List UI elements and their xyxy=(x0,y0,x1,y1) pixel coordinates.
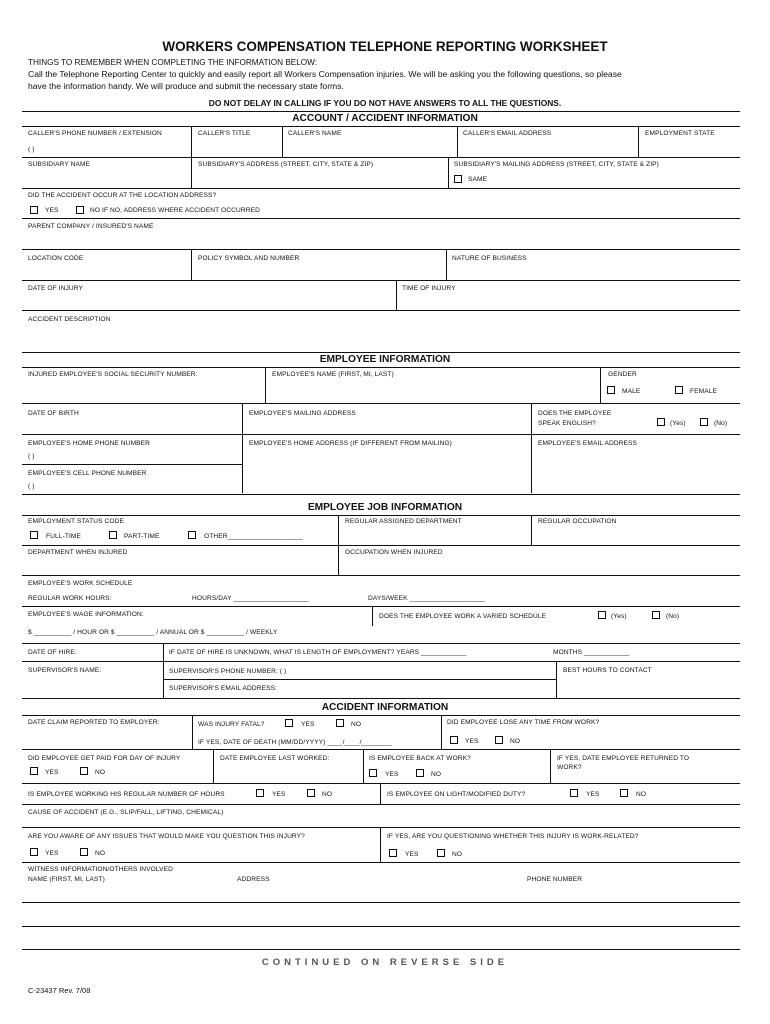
label-date-of-injury: DATE OF INJURY xyxy=(28,285,84,292)
checkbox-lose-time-no[interactable] xyxy=(495,736,503,744)
label-lose-time-yes: YES xyxy=(465,738,479,745)
label-supervisor-phone: SUPERVISOR'S PHONE NUMBER: ( ) xyxy=(169,668,287,675)
intro-heading: THINGS TO REMEMBER WHEN COMPLETING THE INFORMATION BELOW: xyxy=(28,58,318,67)
label-varied-no: (No) xyxy=(666,613,680,620)
checkbox-reg-hours-no[interactable] xyxy=(307,789,315,797)
label-home-address: EMPLOYEE'S HOME ADDRESS (IF DIFFERENT FROM MAILING) xyxy=(249,440,452,447)
label-dob: DATE OF BIRTH xyxy=(28,410,79,417)
checkbox-english-yes[interactable] xyxy=(657,418,665,426)
label-supervisor-email: SUPERVISOR'S EMAIL ADDRESS: xyxy=(169,685,278,692)
label-english-yes: (Yes) xyxy=(670,420,686,427)
checkbox-paid-yes[interactable] xyxy=(30,767,38,775)
section-title-employee: EMPLOYEE INFORMATION xyxy=(319,354,451,365)
checkbox-work-related-no[interactable] xyxy=(437,849,445,857)
label-regular-department: REGULAR ASSIGNED DEPARTMENT xyxy=(345,518,462,525)
warning-text: DO NOT DELAY IN CALLING IF YOU DO NOT HAVE ANSWERS TO ALL THE QUESTIONS. xyxy=(208,98,562,108)
label-hours-day: HOURS/DAY ____________________ xyxy=(192,595,309,602)
checkbox-fatal-no[interactable] xyxy=(336,719,344,727)
label-subsidiary-name: SUBSIDIARY NAME xyxy=(28,161,91,168)
checkbox-fatal-yes[interactable] xyxy=(285,719,293,727)
label-reg-hours-no: NO xyxy=(322,791,333,798)
label-lose-time-no: NO xyxy=(510,738,521,745)
label-days-week: DAYS/WEEK ____________________ xyxy=(368,595,485,602)
label-part-time: PART-TIME xyxy=(124,533,160,540)
home-phone-paren: ( ) xyxy=(28,453,35,460)
label-accident-description: ACCIDENT DESCRIPTION xyxy=(28,316,111,323)
label-male: MALE xyxy=(622,388,641,395)
label-ssn: INJURED EMPLOYEE'S SOCIAL SECURITY NUMBER: xyxy=(28,371,198,378)
label-date-returned-1: IF YES, DATE EMPLOYEE RETURNED TO xyxy=(557,755,690,762)
label-reg-hours-yes: YES xyxy=(272,791,286,798)
label-same: SAME xyxy=(468,176,488,183)
label-light-duty: IS EMPLOYEE ON LIGHT/MODIFIED DUTY? xyxy=(387,791,526,798)
label-callers-email: CALLER'S EMAIL ADDRESS xyxy=(463,130,552,137)
checkbox-location-no[interactable] xyxy=(76,206,84,214)
label-other: OTHER____________________ xyxy=(204,533,303,540)
checkbox-same[interactable] xyxy=(454,175,462,183)
label-mailing-address: EMPLOYEE'S MAILING ADDRESS xyxy=(249,410,356,417)
label-parent-company: PARENT COMPANY / INSURED'S NAME xyxy=(28,223,154,230)
checkbox-back-yes[interactable] xyxy=(369,769,377,777)
label-paid-no: NO xyxy=(95,769,106,776)
checkbox-light-duty-no[interactable] xyxy=(620,789,628,797)
label-light-duty-yes: YES xyxy=(586,791,600,798)
label-location-code: LOCATION CODE xyxy=(28,255,84,262)
label-dept-when-injured: DEPARTMENT WHEN INJURED xyxy=(28,549,128,556)
label-issues-no: NO xyxy=(95,850,106,857)
label-gender: GENDER xyxy=(608,371,637,378)
label-date-of-death: IF YES, DATE OF DEATH (MM/DD/YYYY) ____/____/________ xyxy=(198,739,392,746)
checkbox-issues-yes[interactable] xyxy=(30,848,38,856)
label-speak-english-2: SPEAK ENGLISH? xyxy=(538,420,596,427)
label-light-duty-no: NO xyxy=(636,791,647,798)
label-months: MONTHS ____________ xyxy=(553,649,630,656)
continued-reverse-text: CONTINUED ON REVERSE SIDE xyxy=(261,957,509,968)
label-back-yes: YES xyxy=(385,771,399,778)
label-employment-state: EMPLOYMENT STATE xyxy=(645,130,715,137)
label-date-claim: DATE CLAIM REPORTED TO EMPLOYER: xyxy=(28,719,160,726)
checkbox-full-time[interactable] xyxy=(30,531,38,539)
checkbox-light-duty-yes[interactable] xyxy=(570,789,578,797)
label-work-schedule: EMPLOYEE'S WORK SCHEDULE xyxy=(28,580,133,587)
label-policy-symbol: POLICY SYMBOL AND NUMBER xyxy=(198,255,300,262)
rule xyxy=(22,126,740,127)
section-title-job: EMPLOYEE JOB INFORMATION xyxy=(307,502,463,513)
label-get-paid: DID EMPLOYEE GET PAID FOR DAY OF INJURY xyxy=(28,755,181,762)
label-date-last-worked: DATE EMPLOYEE LAST WORKED: xyxy=(220,755,330,762)
label-english-no: (No) xyxy=(714,420,728,427)
checkbox-issues-no[interactable] xyxy=(80,848,88,856)
label-wage-info: EMPLOYEE'S WAGE INFORMATION: xyxy=(28,611,144,618)
label-witness-address: ADDRESS xyxy=(237,876,270,883)
checkbox-other[interactable] xyxy=(188,531,196,539)
label-aware-issues: ARE YOU AWARE OF ANY ISSUES THAT WOULD MAKE YOU QUESTION THIS INJURY? xyxy=(28,833,305,840)
label-cell-phone: EMPLOYEE'S CELL PHONE NUMBER xyxy=(28,470,147,477)
cell-phone-paren: ( ) xyxy=(28,483,35,490)
phone-paren: ( ) xyxy=(28,146,35,153)
label-paid-yes: YES xyxy=(45,769,59,776)
checkbox-part-time[interactable] xyxy=(109,531,117,539)
label-varied-schedule: DOES THE EMPLOYEE WORK A VARIED SCHEDULE xyxy=(379,613,547,620)
label-employee-name: EMPLOYEE'S NAME (FIRST, MI, LAST) xyxy=(272,371,394,378)
checkbox-lose-time-yes[interactable] xyxy=(450,736,458,744)
label-accident-location: DID THE ACCIDENT OCCUR AT THE LOCATION ADDRESS? xyxy=(28,192,217,199)
label-nature-business: NATURE OF BUSINESS xyxy=(452,255,527,262)
label-fatal-yes: YES xyxy=(301,721,315,728)
label-back-at-work: IS EMPLOYEE BACK AT WORK? xyxy=(369,755,471,762)
checkbox-varied-no[interactable] xyxy=(652,611,660,619)
label-issues-yes: YES xyxy=(45,850,59,857)
form-title: WORKERS COMPENSATION TELEPHONE REPORTING WORKSHEET xyxy=(162,39,608,54)
label-regular-occupation: REGULAR OCCUPATION xyxy=(538,518,617,525)
label-date-returned-2: WORK? xyxy=(557,764,582,771)
checkbox-paid-no[interactable] xyxy=(80,767,88,775)
label-lose-time: DID EMPLOYEE LOSE ANY TIME FROM WORK? xyxy=(447,719,600,726)
label-date-of-hire: DATE OF HIRE: xyxy=(28,649,77,656)
label-cause: CAUSE OF ACCIDENT (E.G., SLIP/FALL, LIFTING, CHEMICAL) xyxy=(28,809,224,816)
label-female: FEMALE xyxy=(690,388,717,395)
label-work-related-yes: YES xyxy=(405,851,419,858)
label-yes: YES xyxy=(45,207,59,214)
label-subsidiary-address: SUBSIDIARY'S ADDRESS (STREET, CITY, STATE & ZIP) xyxy=(198,161,374,168)
checkbox-back-no[interactable] xyxy=(416,769,424,777)
label-regular-hours-question: IS EMPLOYEE WORKING HIS REGULAR NUMBER OF HOURS xyxy=(28,791,225,798)
label-employee-email: EMPLOYEE'S EMAIL ADDRESS xyxy=(538,440,638,447)
label-varied-yes: (Yes) xyxy=(611,613,627,620)
label-work-related-no: NO xyxy=(452,851,463,858)
label-supervisor-name: SUPERVISOR'S NAME: xyxy=(28,667,102,674)
label-wage-line: $ __________ / HOUR OR $ __________ / ANNUAL OR $ __________ / WEEKLY xyxy=(28,629,278,636)
label-callers-phone: CALLER'S PHONE NUMBER / EXTENSION xyxy=(28,130,162,137)
section-title-account: ACCOUNT / ACCIDENT INFORMATION xyxy=(292,113,478,124)
checkbox-english-no[interactable] xyxy=(700,418,708,426)
label-best-hours: BEST HOURS TO CONTACT xyxy=(563,667,652,674)
intro-text-line1: Call the Telephone Reporting Center to quickly and easily report all Workers Compensation injuries. We will be asking you the following questions, so please xyxy=(28,69,622,79)
intro-text-line2: have the information handy. We will produce and submit the necessary state forms. xyxy=(28,81,344,91)
label-occupation-when-injured: OCCUPATION WHEN INJURED xyxy=(345,549,443,556)
label-time-of-injury: TIME OF INJURY xyxy=(402,285,456,292)
label-regular-hours: REGULAR WORK HOURS: xyxy=(28,595,112,602)
label-no-if-no: NO IF NO, ADDRESS WHERE ACCIDENT OCCURRED xyxy=(90,207,260,214)
label-was-fatal: WAS INJURY FATAL? xyxy=(198,721,265,728)
label-hire-unknown: IF DATE OF HIRE IS UNKNOWN, WHAT IS LENGTH OF EMPLOYMENT? YEARS ____________ xyxy=(169,649,467,656)
label-callers-title: CALLER'S TITLE xyxy=(198,130,251,137)
label-full-time: FULL-TIME xyxy=(46,533,81,540)
label-fatal-no: NO xyxy=(351,721,362,728)
checkbox-varied-yes[interactable] xyxy=(598,611,606,619)
label-status-code: EMPLOYMENT STATUS CODE xyxy=(28,518,124,525)
label-witness-2: NAME (FIRST, MI, LAST) xyxy=(28,876,105,883)
label-work-related: IF YES, ARE YOU QUESTIONING WHETHER THIS INJURY IS WORK-RELATED? xyxy=(387,833,639,840)
checkbox-work-related-yes[interactable] xyxy=(389,849,397,857)
label-back-no: NO xyxy=(431,771,442,778)
checkbox-location-yes[interactable] xyxy=(30,206,38,214)
label-callers-name: CALLER'S NAME xyxy=(288,130,342,137)
checkbox-male[interactable] xyxy=(607,386,615,394)
label-home-phone: EMPLOYEE'S HOME PHONE NUMBER xyxy=(28,440,151,447)
label-witness-1: WITNESS INFORMATION/OTHERS INVOLVED xyxy=(28,866,174,873)
label-speak-english-1: DOES THE EMPLOYEE xyxy=(538,410,612,417)
checkbox-female[interactable] xyxy=(675,386,683,394)
checkbox-reg-hours-yes[interactable] xyxy=(256,789,264,797)
section-title-accident: ACCIDENT INFORMATION xyxy=(321,702,449,713)
form-code: C-23437 Rev. 7/08 xyxy=(28,986,91,995)
label-subsidiary-mailing: SUBSIDIARY'S MAILING ADDRESS (STREET, CITY, STATE & ZIP) xyxy=(454,161,659,168)
rule xyxy=(22,111,740,112)
label-witness-phone: PHONE NUMBER xyxy=(527,876,583,883)
